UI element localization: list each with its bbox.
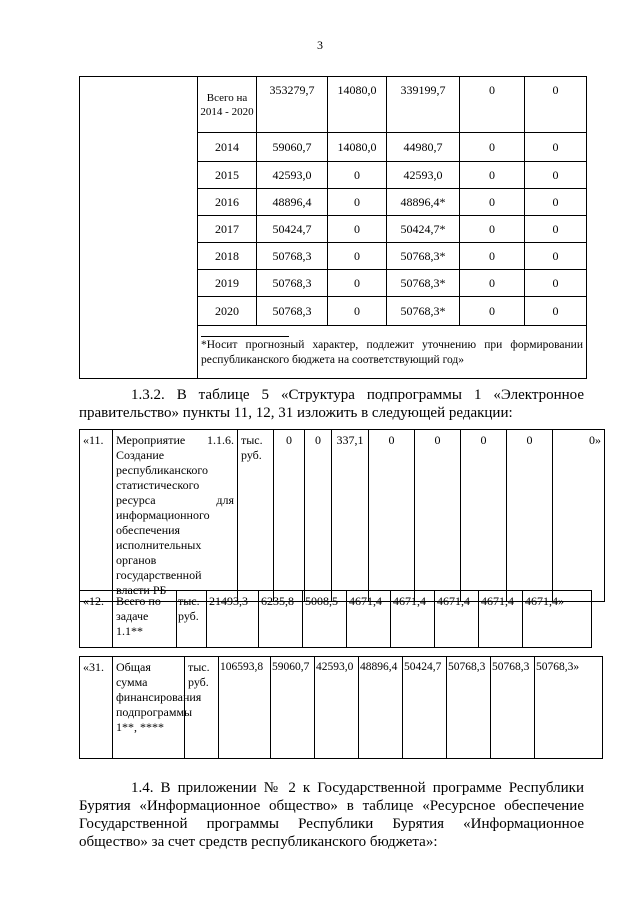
value-cell: 0 (460, 133, 525, 162)
value-cell: 14080,0 (328, 77, 387, 133)
value-cell: 50768,3* (387, 270, 460, 297)
table-row (80, 77, 587, 133)
value-cell: 50424,7 (403, 657, 447, 759)
value-cell: 106593,8 (219, 657, 271, 759)
table-row (80, 430, 605, 602)
value-cell: 50768,3» (535, 657, 603, 759)
value-cell: 0 (525, 270, 587, 297)
value-cell: 44980,7 (387, 133, 460, 162)
blank-merged-cell (80, 77, 198, 379)
value-cell: 6235,8 (259, 591, 303, 648)
value-cell: 59060,7 (271, 657, 315, 759)
item-name: Мероприятие 1.1.6. Создание республиканского статистического ресурса для информационного обеспечения исполнительных органов государственной власти РБ (113, 430, 238, 602)
paragraph-1-3-2: 1.3.2. В таблице 5 «Структура подпрограммы 1 «Электронное правительство» пункты 11, 12, 31 изложить в следующей редакции: (79, 387, 584, 421)
paragraph-1-4: 1.4. В приложении № 2 к Государственной программе Республики Бурятия «Информационное общество» в таблице «Ресурсное обеспечение Государственной программы Республики Бурятия «Информационное общество» за счет средств республиканского бюджета»: (79, 780, 584, 850)
value-cell: 4671,4» (523, 591, 592, 648)
value-cell: 0 (369, 430, 415, 602)
value-cell: 0 (525, 162, 587, 189)
value-cell: 0» (553, 430, 605, 602)
row-number: «31. (80, 657, 113, 759)
year-cell: Всего на 2014 - 2020 (198, 77, 257, 133)
value-cell: 21493,3 (207, 591, 259, 648)
value-cell: 0 (328, 243, 387, 270)
value-cell: 0 (525, 133, 587, 162)
value-cell: 0 (460, 243, 525, 270)
value-cell: 0 (460, 270, 525, 297)
value-cell: 0 (328, 297, 387, 326)
value-cell: 339199,7 (387, 77, 460, 133)
top-funding-table (79, 76, 587, 379)
unit-cell: тыс. руб. (238, 430, 274, 602)
value-cell: 50768,3 (491, 657, 535, 759)
value-cell: 0 (460, 162, 525, 189)
value-cell: 4671,4 (479, 591, 523, 648)
row-number: «11. (80, 430, 113, 602)
value-cell: 0 (305, 430, 332, 602)
item-name: Общая сумма финансирования подпрограммы 1**, **** (113, 657, 185, 759)
value-cell: 42593,0 (315, 657, 359, 759)
value-cell: 50768,3 (257, 297, 328, 326)
value-cell: 0 (525, 297, 587, 326)
value-cell: 0 (328, 270, 387, 297)
value-cell: 42593,0 (257, 162, 328, 189)
value-cell: 14080,0 (328, 133, 387, 162)
value-cell: 50424,7* (387, 216, 460, 243)
page-number: 3 (317, 38, 323, 52)
value-cell: 50424,7 (257, 216, 328, 243)
year-cell: 2018 (198, 243, 257, 270)
value-cell: 0 (525, 216, 587, 243)
value-cell: 0 (460, 216, 525, 243)
year-cell: 2014 (198, 133, 257, 162)
value-cell: 50768,3* (387, 297, 460, 326)
value-cell: 50768,3 (257, 270, 328, 297)
value-cell: 0 (525, 189, 587, 216)
table-row (80, 657, 603, 759)
value-cell: 50768,3* (387, 243, 460, 270)
value-cell: 0 (507, 430, 553, 602)
value-cell: 50768,3 (257, 243, 328, 270)
row-number: «12. (80, 591, 113, 648)
value-cell: 0 (415, 430, 461, 602)
value-cell: 4671,4 (435, 591, 479, 648)
year-cell: 2019 (198, 270, 257, 297)
value-cell: 0 (328, 162, 387, 189)
value-cell: 0 (460, 77, 525, 133)
value-cell: 0 (274, 430, 305, 602)
value-cell: 0 (460, 189, 525, 216)
value-cell: 48896,4 (359, 657, 403, 759)
value-cell: 48896,4* (387, 189, 460, 216)
table-row (80, 591, 592, 648)
value-cell: 0 (461, 430, 507, 602)
item-name: Всего по задаче 1.1** (113, 591, 177, 648)
year-cell: 2020 (198, 297, 257, 326)
unit-cell: тыс. руб. (177, 591, 207, 648)
value-cell: 59060,7 (257, 133, 328, 162)
year-cell: 2016 (198, 189, 257, 216)
value-cell: 337,1 (332, 430, 369, 602)
footnote-text: *Носит прогнозный характер, подлежит уточнению при формировании республиканского бюджета на соответствующий год» (201, 339, 583, 366)
footnote-rule (201, 336, 289, 337)
value-cell: 353279,7 (257, 77, 328, 133)
value-cell: 42593,0 (387, 162, 460, 189)
value-cell: 0 (328, 216, 387, 243)
unit-cell: тыс. руб. (185, 657, 219, 759)
table-row-31 (79, 656, 603, 759)
value-cell: 50768,3 (447, 657, 491, 759)
value-cell: 5008,5 (303, 591, 347, 648)
year-cell: 2017 (198, 216, 257, 243)
table-row-12 (79, 590, 592, 648)
value-cell: 0 (460, 297, 525, 326)
table-row-11 (79, 429, 605, 602)
value-cell: 4671,4 (391, 591, 435, 648)
footnote-cell (198, 326, 587, 379)
value-cell: 0 (525, 77, 587, 133)
value-cell: 0 (328, 189, 387, 216)
year-cell: 2015 (198, 162, 257, 189)
value-cell: 4671,4 (347, 591, 391, 648)
value-cell: 0 (525, 243, 587, 270)
value-cell: 48896,4 (257, 189, 328, 216)
